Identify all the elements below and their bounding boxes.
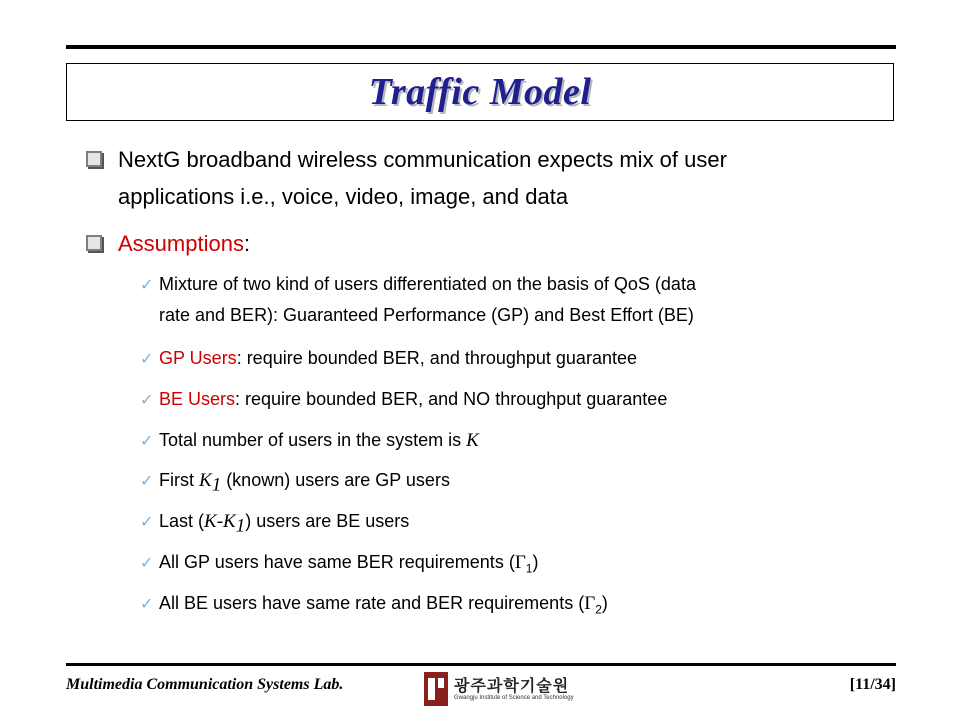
checkmark-icon: ✓	[140, 553, 154, 572]
gamma-sub: 2	[595, 602, 602, 617]
title-box	[66, 63, 894, 121]
math-k1: K	[199, 470, 212, 491]
gamma-symbol: Γ	[584, 593, 596, 614]
footer-lab-name: Multimedia Communication Systems Lab.	[66, 676, 344, 693]
assumptions-label: Assumptions	[118, 231, 244, 256]
math-k1-sub: 1	[211, 474, 222, 496]
gamma-symbol: Γ	[514, 552, 526, 573]
item-text-suffix: ) users are BE users	[245, 511, 410, 531]
assumptions-colon: :	[243, 231, 251, 256]
item-text: Total number of users in the system is	[159, 430, 467, 450]
square-bullet-icon	[86, 151, 102, 167]
checkmark-icon: ✓	[140, 431, 154, 450]
checkmark-icon: ✓	[140, 594, 154, 613]
checkmark-icon: ✓	[140, 275, 154, 294]
slide-title: Traffic Model	[368, 71, 592, 113]
math-k1: K	[223, 511, 236, 532]
item-text: All BE users have same rate and BER requirements (	[159, 593, 585, 613]
checkmark-icon: ✓	[140, 390, 154, 409]
item-text-line1: Mixture of two kind of users differentiated on the basis of QoS (data	[159, 274, 696, 294]
gamma-sub: 1	[525, 561, 533, 576]
checkmark-icon: ✓	[140, 349, 154, 368]
item-text: Last (	[159, 511, 205, 531]
square-bullet-icon	[86, 235, 102, 251]
institute-logo-mark-icon	[424, 672, 448, 706]
checkmark-icon: ✓	[140, 512, 154, 531]
math-k: K	[466, 430, 479, 451]
item-text: : require bounded BER, and throughput guarantee	[236, 348, 637, 368]
item-text: : require bounded BER, and NO throughput guarantee	[235, 389, 668, 409]
bullet-intro-line1: NextG broadband wireless communication expects mix of user	[118, 147, 727, 172]
checkmark-icon: ✓	[140, 471, 154, 490]
item-text-suffix: (known) users are GP users	[221, 470, 450, 490]
logo-english-text: Gwangju Institute of Science and Technology	[454, 695, 574, 701]
be-users-label: BE Users	[159, 389, 236, 409]
math-k1-sub: 1	[235, 515, 246, 537]
math-minus: -	[216, 511, 224, 532]
item-text-line2: rate and BER): Guaranteed Performance (GP) and Best Effort (BE)	[159, 305, 694, 325]
institute-logo	[424, 672, 572, 706]
gp-users-label: GP Users	[159, 348, 237, 368]
item-text: All GP users have same BER requirements (	[159, 552, 515, 572]
item-text: First	[159, 470, 199, 490]
bullet-intro-line2: applications i.e., voice, video, image, and data	[118, 184, 569, 209]
math-k: K	[204, 511, 217, 532]
bottom-rule	[66, 663, 896, 666]
item-close: )	[601, 593, 608, 613]
item-close: )	[532, 552, 539, 572]
top-rule	[66, 45, 896, 49]
page-number: [11/34]	[849, 676, 896, 693]
logo-korean-text: 광주과학기술원	[454, 678, 570, 695]
